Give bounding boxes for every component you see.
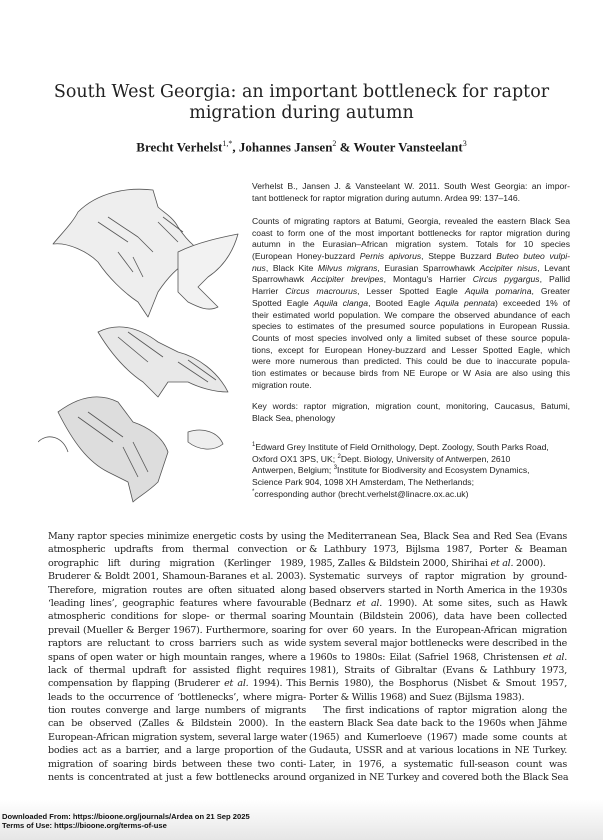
author-affiliation-marker: 3	[462, 139, 467, 148]
body-text-line: Systematic surveys of raptor migration by ground-	[309, 571, 567, 583]
article-title	[40, 82, 563, 124]
body-text-line: Later, in 1976, a systematic full-season count was	[309, 758, 567, 770]
download-source-text: Downloaded From: https://bioone.org/journals/Ardea on 21 Sep 2025	[2, 812, 250, 821]
body-text-line: spans of open water or high mountain ranges, where a	[48, 651, 306, 663]
body-text-line: & Lathbury 1973, Bijlsma 1987, Porter & Beaman	[309, 544, 567, 556]
body-text-line: eastern Black Sea date back to the 1960s when Jähme	[309, 718, 567, 730]
body-text-line: atmospheric updrafts from thermal convection or	[48, 544, 306, 556]
raptor-sketch-middle	[98, 327, 228, 397]
body-text-line: 1960s to 1980s: Eilat (Safriel 1968, Christensen et al.	[309, 651, 567, 663]
body-text-line: atmospheric conditions for slope- or thermal soaring	[48, 611, 306, 623]
abstract-line: coast to form one of the most important bottlenecks for raptor migration during	[252, 227, 570, 238]
affiliation-line: Science Park 904, 1098 XH Amsterdam, The Netherlands;	[252, 477, 474, 488]
body-text-line: European-African migration system, several large water	[48, 731, 307, 743]
abstract-line: tion estimates or because birds from NE Europe or W Asia are also using this	[252, 367, 570, 378]
abstract-line: autumn in the Eurasian–African migration system. Totals for 10 species	[252, 239, 570, 250]
affiliation-line: Oxford OX1 3PS, UK; $^2$Dept. Biology, University of Antwerpen, 2610	[252, 453, 511, 464]
abstract-line: Counts of migrating raptors at Batumi, Georgia, revealed the eastern Black Sea	[252, 216, 570, 226]
body-text-line: ‘leading lines’, geographic features where favourable	[48, 597, 306, 609]
abstract-line: nus, Black Kite Milvus migrans, Eurasian Sparrowhawk Accipiter nisus, Levant	[252, 262, 571, 273]
affiliation-line: $^1$Edward Grey Institute of Field Ornithology, Dept. Zoology, South Parks Road,	[252, 442, 549, 452]
body-text-line: bodies act as a barrier, and a large proportion of the	[48, 745, 306, 757]
body-text-line: Therefore, migration routes are often situated along	[48, 584, 306, 596]
body-text-line: Porter & Willis 1968) and Suez (Bijlsma 1983).	[309, 691, 525, 703]
author-affiliation-marker: 1,*	[222, 139, 233, 148]
body-text-line: Bruderer & Boldt 2001, Shamoun-Baranes et al. 2003).	[48, 571, 306, 583]
body-text-line: 1985, Zalles & Bildstein 2000, Shirihai et al. 2000).	[309, 557, 546, 569]
abstract-line: (European Honey-buzzard Pernis apivorus, Steppe Buzzard Buteo buteo vulpi-	[252, 251, 571, 262]
body-text-line: for over 60 years. In the European-African migration	[309, 624, 567, 636]
abstract-line: were more numerous than predicted. This could be due to inaccurate popula-	[252, 356, 570, 367]
body-text-line: Bernis 1980), the Bosphorus (Nisbet & Smout 1957,	[309, 678, 567, 690]
body-text-line: Mountain (Bildstein 2006), data have been collected	[309, 611, 567, 623]
title-line: South West Georgia: an important bottleneck for raptor	[53, 82, 550, 102]
citation-line: Verhelst B., Jansen J. & Vansteelant W. 2011. South West Georgia: an impor-	[252, 181, 570, 191]
keywords-line: Key words: raptor migration, migration count, monitoring, Caucasus, Batumi,	[252, 401, 570, 411]
body-text-line: tion routes converge and large numbers of migrants	[48, 705, 306, 717]
keywords-line: Black Sea, phenology	[252, 412, 336, 423]
body-text-line: Gudauta, USSR and at various locations in NE Turkey.	[309, 745, 567, 757]
body-text-line: lack of thermal updraft for assisted flight requires	[48, 664, 306, 676]
abstract-line: Harrier Circus macrourus, Lesser Spotted Eagle Aquila pomarina, Greater	[252, 286, 570, 297]
body-column-left	[48, 530, 306, 784]
body-text-line: leads to the occurrence of ‘bottlenecks’, where migra-	[48, 691, 306, 703]
raptor-sketch-illustration	[38, 182, 244, 508]
affiliation-line: Antwerpen, Belgium; $^3$Institute for Biodiversity and Ecosystem Dynamics,	[252, 465, 530, 476]
citation	[252, 181, 570, 204]
citation-line: tant bottleneck for raptor migration during autumn. Ardea 99: 137–146.	[252, 192, 521, 203]
author-list	[40, 139, 563, 155]
abstract	[252, 216, 570, 391]
body-column-right	[309, 530, 567, 784]
body-text-line: based observers started in North America in the 1930s	[309, 584, 567, 596]
abstract-line: Sparrowhawk Accipiter brevipes, Montagu's Harrier Circus pygargus, Pallid	[252, 274, 571, 285]
body-text-line: prevail (Mueller & Berger 1967). Furthermore, soaring	[48, 624, 306, 636]
keywords	[252, 401, 570, 424]
author-name: Brecht Verhelst	[136, 139, 223, 155]
body-text-line: can be observed (Zalles & Bildstein 2000). In the	[48, 718, 306, 730]
raptor-sketch-bottom	[58, 397, 168, 502]
abstract-line: their estimated world population. We compare the observed abundance of each	[252, 309, 570, 320]
body-text-line: migration of soaring birds between these two conti-	[48, 758, 306, 770]
title-line: migration during autumn	[189, 103, 414, 123]
affiliations	[252, 442, 570, 500]
body-text-line: compensation by flapping (Bruderer et al. 1994). This	[48, 678, 306, 690]
affiliation-line: *corresponding author (brecht.verhelst@linacre.ox.ac.uk)	[252, 488, 469, 499]
body-text-line: the Mediterranean Sea, Black Sea and Red Sea (Evans	[309, 531, 567, 542]
body-text-line: nents is concentrated at just a few bottlenecks around	[48, 772, 306, 784]
body-text-line: (1965) and Kumerloeve (1967) made some counts at	[309, 731, 567, 743]
abstract-line: tions, except for European Honey-buzzard and Lesser Spotted Eagle, which	[252, 344, 570, 355]
body-text-line: raptors are reluctant to cross barriers such as wide	[48, 638, 306, 650]
author-name: , Johannes Jansen	[232, 139, 333, 155]
abstract-line: Counts of most species involved only a limited subset of these source popula-	[252, 332, 570, 343]
body-text-line: The first indications of raptor migration along the	[323, 705, 567, 717]
body-text-line: 1981), Straits of Gibraltar (Evans & Lathbury 1973,	[309, 664, 567, 676]
body-text-line: (Bednarz et al. 1990). At some sites, such as Hawk	[309, 597, 567, 609]
terms-of-use-text: Terms of Use: https://bioone.org/terms-of-use	[2, 821, 167, 830]
body-text-line: system several major bottlenecks were described in the	[309, 638, 567, 650]
body-text-line: organized in NE Turkey and covered both the Black Sea	[309, 772, 569, 784]
abstract-line: Spotted Eagle Aquila clanga, Booted Eagle Aquila pennata) exceeded 1% of	[252, 297, 570, 308]
body-text-line: orographic lift during migration (Kerlinger 1989,	[48, 557, 306, 569]
author-affiliation-marker: 2	[332, 139, 337, 148]
abstract-line: migration route.	[252, 379, 312, 390]
body-text-line: Many raptor species minimize energetic costs by using	[48, 531, 306, 542]
abstract-line: species to estimates of the presumed source populations in European Russia.	[252, 321, 570, 332]
author-name: & Wouter Vansteelant	[336, 139, 463, 155]
